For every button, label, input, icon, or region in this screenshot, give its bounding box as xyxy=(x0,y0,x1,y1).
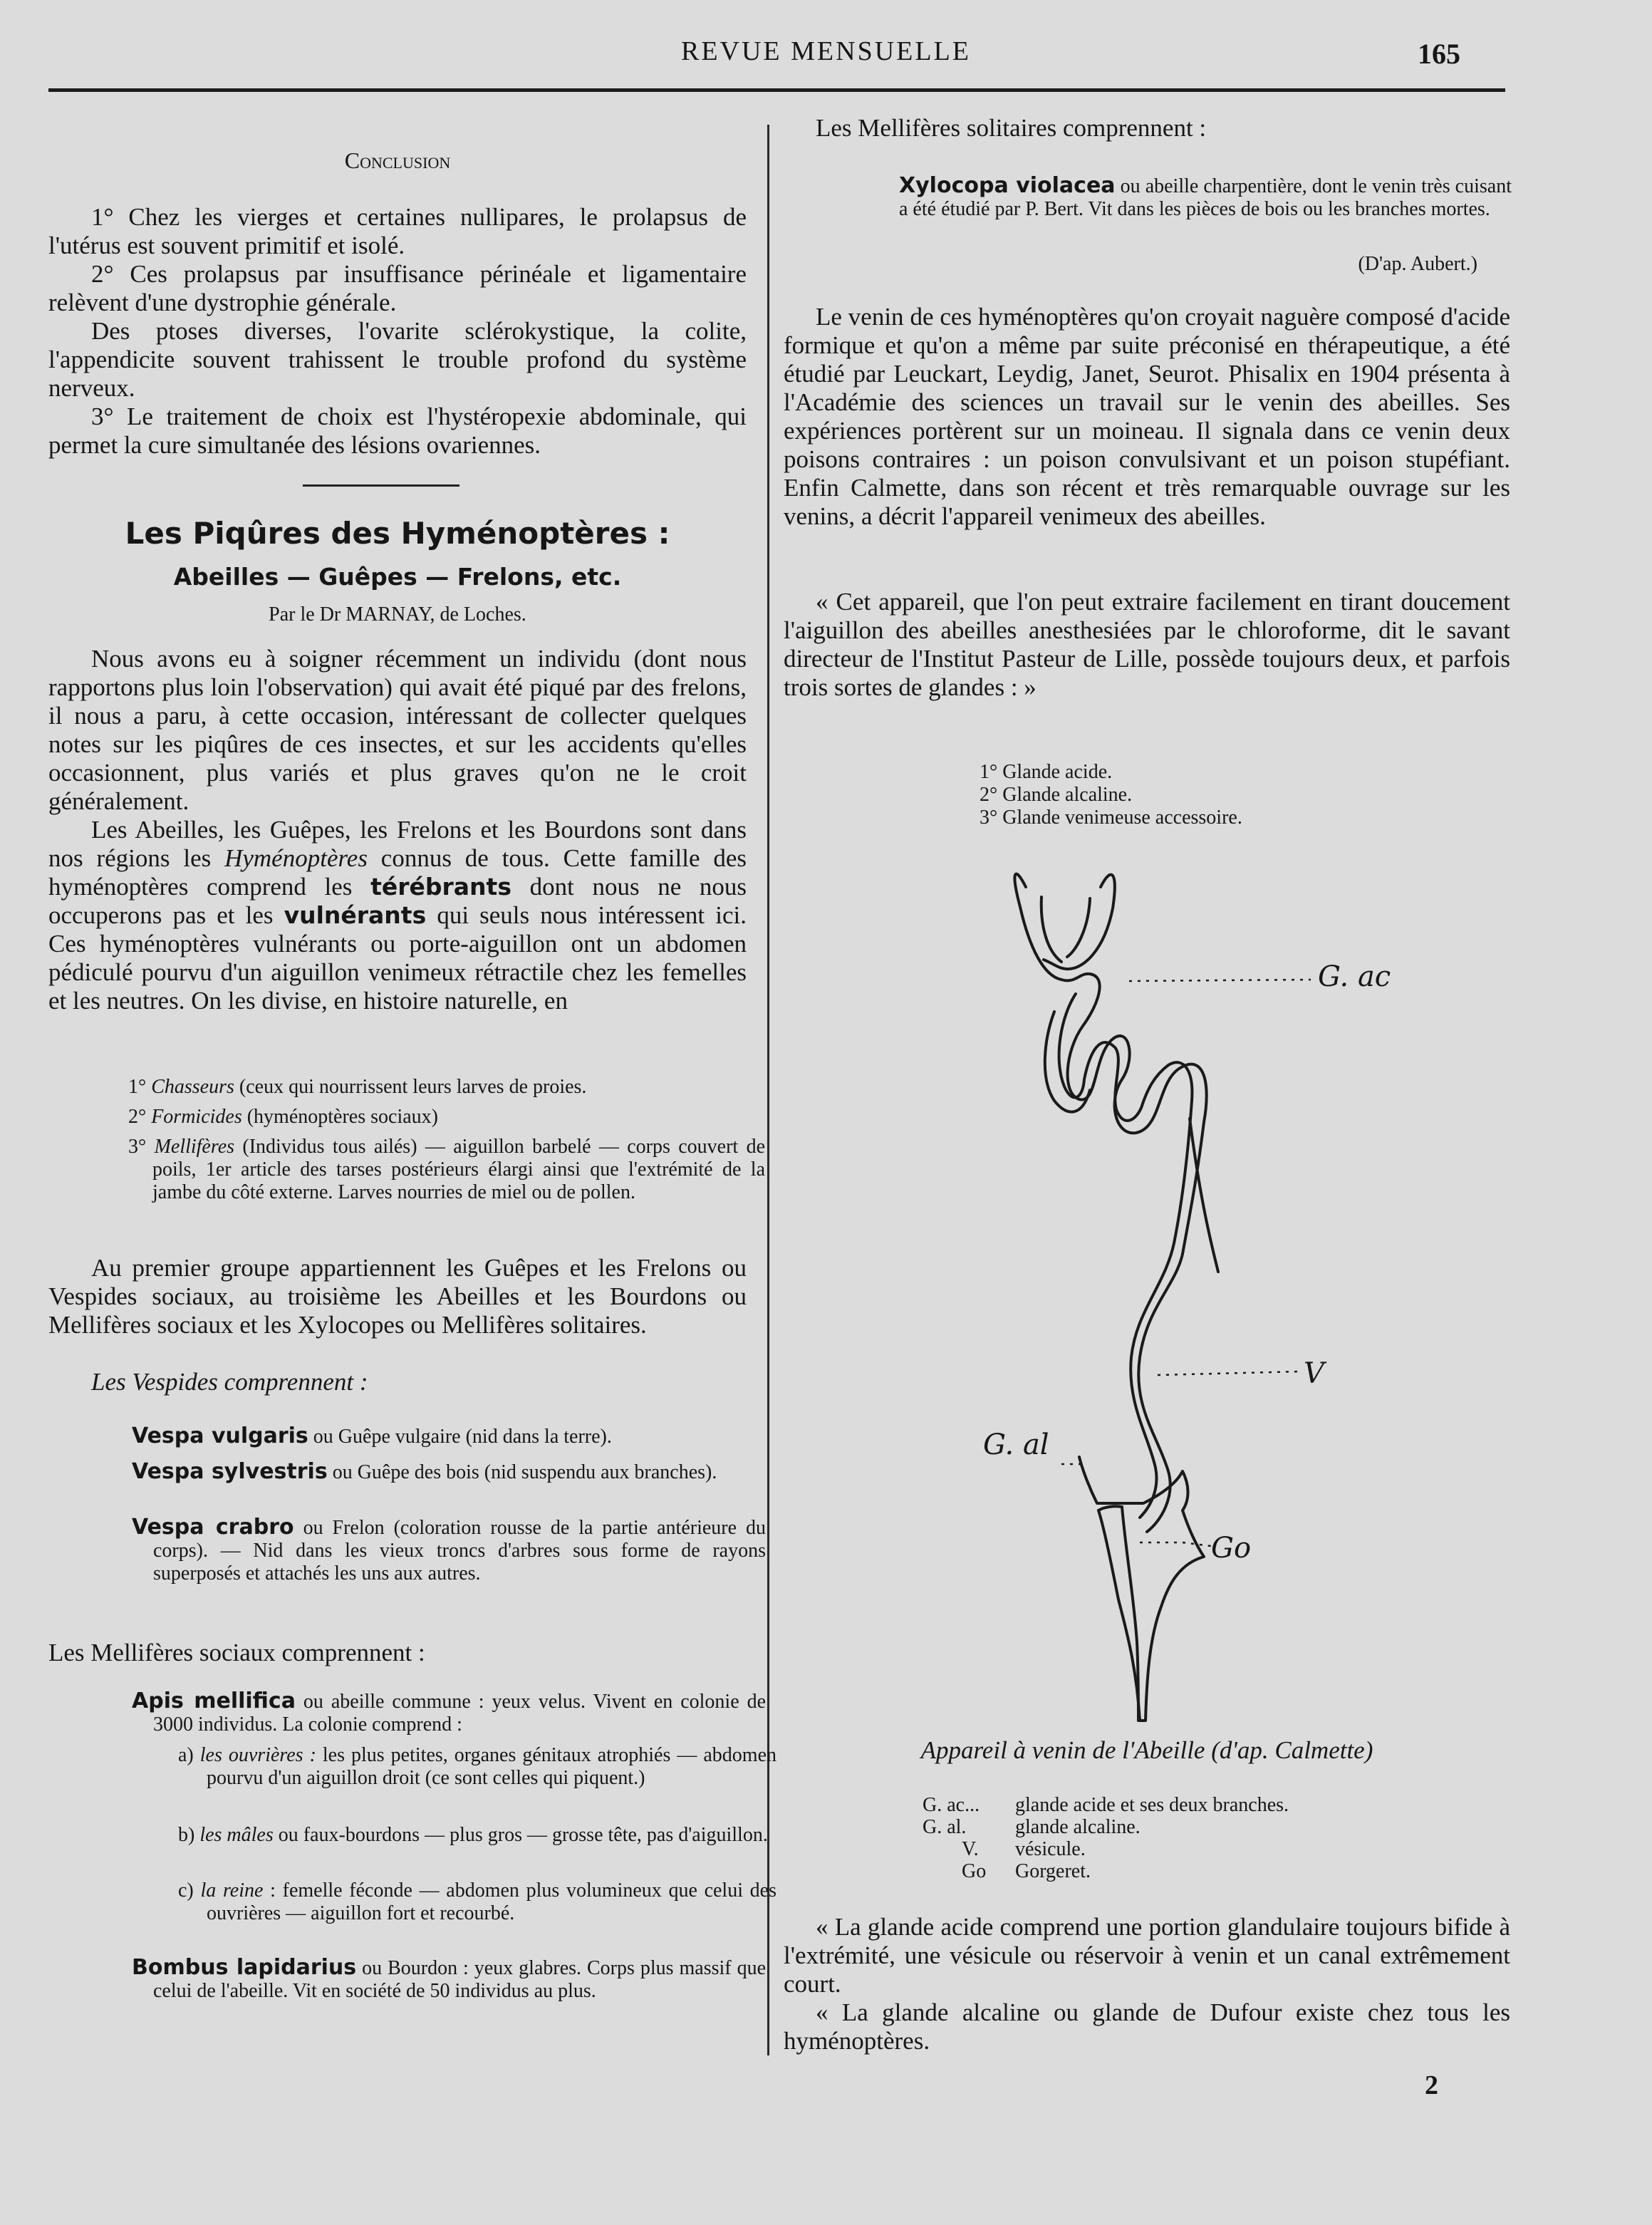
species-entry: Bombus lapidarius ou Bourdon : yeux glabres. Corps plus massif que celui de l'abeille. Vit en société de 50 individus au plus. xyxy=(132,1955,766,2002)
conclusion-paragraph-4: 3° Le traitement de choix est l'hystéropexie abdominale, qui permet la cure simultanée des lésions ovariennes. xyxy=(48,403,747,459)
figure-label-gorgeret: Go xyxy=(1211,1532,1252,1565)
article-subtitle: Abeilles — Guêpes — Frelons, etc. xyxy=(173,563,622,591)
species-entry: Vespa vulgaris ou Guêpe vulgaire (nid dans la terre). xyxy=(132,1423,612,1448)
group-item: 3° Mellifères (Individus tous ailés) — aiguillon barbelé — corps couvert de poils, 1er article des tarses postérieurs élargi ainsi que l'extrémité de la jambe du côté externe. Larves nourries de miel ou de pollen. xyxy=(128,1136,765,1203)
section-divider xyxy=(303,484,459,487)
final-paragraph-2: « La glande alcaline ou glande de Dufour existe chez tous les hyménoptères. xyxy=(784,1998,1510,2055)
signature-number: 2 xyxy=(1425,2070,1438,2100)
conclusion-paragraph-1: 1° Chez les vierges et certaines nullipares, le prolapsus de l'utérus est souvent primitif et isolé. xyxy=(48,203,747,259)
groups-paragraph: Au premier groupe appartiennent les Guêpes et les Frelons ou Vespides sociaux, au troisième les Abeilles et les Bourdons ou Mellifères sociaux et les Xylocopes ou Mellifères solitaires. xyxy=(48,1254,747,1339)
source-citation: (D'ap. Aubert.) xyxy=(1358,253,1477,275)
melliferes-intro: Les Mellifères sociaux comprennent : xyxy=(48,1639,425,1666)
species-entry: Vespa sylvestris ou Guêpe des bois (nid suspendu aux branches). xyxy=(132,1459,717,1484)
page-number: 165 xyxy=(1418,38,1460,70)
intro-paragraph-2: Les Abeilles, les Guêpes, les Frelons et les Bourdons sont dans nos régions les Hyménoptères connus de tous. Cette famille des hyménoptères comprend les térébrants dont nous ne nous occuperons pas et les vulnérants qui seuls nous intéressent ici. Ces hyménoptères vulnérants ou porte-aiguillon ont un abdomen pédiculé pourvu d'un aiguillon venimeux rétractile chez les femelles et les neutres. On les divise, en histoire naturelle, en xyxy=(48,816,747,1015)
conclusion-heading: Conclusion xyxy=(344,147,451,173)
legend-row: V. vésicule. xyxy=(962,1838,1086,1860)
figure-caption: Appareil à venin de l'Abeille (d'ap. Calmette) xyxy=(920,1736,1373,1764)
running-header: REVUE MENSUELLE xyxy=(680,36,972,66)
legend-row: G. al. glande alcaline. xyxy=(923,1816,1141,1838)
colony-item: c) la reine : femelle féconde — abdomen plus volumineux que celui des ouvrières — aiguillon fort et recourbé. xyxy=(178,1879,777,1924)
conclusion-paragraph-2: 2° Ces prolapsus par insuffisance périnéale et ligamentaire relèvent d'une dystrophie générale. xyxy=(48,260,747,316)
group-item: 2° Formicides (hyménoptères sociaux) xyxy=(128,1106,438,1128)
vespides-intro: Les Vespides comprennent : xyxy=(91,1368,368,1396)
colony-item: a) les ouvrières : les plus petites, organes génitaux atrophiés — abdomen pourvu d'un aiguillon droit (ce sont celles qui piquent.) xyxy=(178,1744,777,1789)
venin-paragraph-2: « Cet appareil, que l'on peut extraire facilement en tirant doucement l'aiguillon des abeilles anesthesiées par le chloroforme, dit le savant directeur de l'Institut Pasteur de Lille, possède toujours deux, et parfois trois sortes de glandes : » xyxy=(784,588,1510,701)
glands-list xyxy=(980,761,1407,829)
intro-paragraph-1: Nous avons eu à soigner récemment un individu (dont nous rapportons plus loin l'observation) qui avait été piqué par des frelons, il nous a paru, à cette occasion, intéressant de collecter quelques notes sur les piqûres de ces insectes, et sur les accidents qu'elles occasionnent, plus variés et plus graves qu'on ne le croit généralement. xyxy=(48,645,747,815)
legend-row: Go Gorgeret. xyxy=(962,1860,1091,1882)
figure-legend xyxy=(923,1794,1464,1882)
species-entry: Xylocopa violacea ou abeille charpentière, dont le venin très cuisant a été étudié par P. Bert. Vit dans les pièces de bois ou les branches mortes. xyxy=(899,173,1512,220)
gorgeret-outline xyxy=(1079,1457,1204,1721)
figure-label-alkaline-gland: G. al xyxy=(983,1428,1049,1461)
species-entry: Apis mellifica ou abeille commune : yeux velus. Vivent en colonie de 3000 individus. La colonie comprend : xyxy=(132,1689,767,1736)
figure-label-acid-gland: G. ac xyxy=(1318,960,1391,993)
colony-item: b) les mâles ou faux-bourdons — plus gros — grosse tête, pas d'aiguillon. xyxy=(178,1824,768,1846)
conclusion-paragraph-3: Des ptoses diverses, l'ovarite sclérokystique, la colite, l'appendicite souvent trahissent le trouble profond du système nerveux. xyxy=(48,317,747,402)
legend-row: G. ac... glande acide et ses deux branches. xyxy=(923,1794,1289,1816)
gland-item: 3° Glande venimeuse accessoire. xyxy=(980,807,1242,829)
final-paragraph-1: « La glande acide comprend une portion glandulaire toujours bifide à l'extrémité, une vésicule ou réservoir à venin et un canal extrêmement court. xyxy=(784,1913,1510,1998)
figure-label-vesicle: V xyxy=(1304,1357,1324,1390)
article-byline: Par le Dr MARNAY, de Loches. xyxy=(269,603,526,626)
group-item: 1° Chasseurs (ceux qui nourrissent leurs larves de proies. xyxy=(128,1076,587,1098)
gland-item: 1° Glande acide. xyxy=(980,761,1113,783)
gland-item: 2° Glande alcaline. xyxy=(980,784,1133,806)
venin-paragraph-1: Le venin de ces hyménoptères qu'on croyait naguère composé d'acide formique et qu'on a même par suite préconisé en thérapeutique, a été étudié par Leuckart, Leydig, Janet, Seurot. Phisalix en 1904 présenta à l'Académie des sciences un travail sur le venin des abeilles. Ses expériences portèrent sur un moineau. Il signala dans ce venin deux poisons contraires : un poison convulsivant et un poison stupéfiant. Enfin Calmette, dans son récent et très remarquable ouvrage sur les venins, a décrit l'appareil venimeux des abeilles. xyxy=(784,303,1510,530)
solitaires-intro: Les Mellifères solitaires comprennent : xyxy=(816,114,1207,142)
species-entry: Vespa crabro ou Frelon (coloration rousse de la partie antérieure du corps). — Nid dans les vieux troncs d'arbres sous forme de rayons superposés et attachés les uns aux autres. xyxy=(132,1515,766,1585)
article-title: Les Piqûres des Hyménoptères : xyxy=(125,516,670,551)
header-rule xyxy=(48,88,1505,92)
